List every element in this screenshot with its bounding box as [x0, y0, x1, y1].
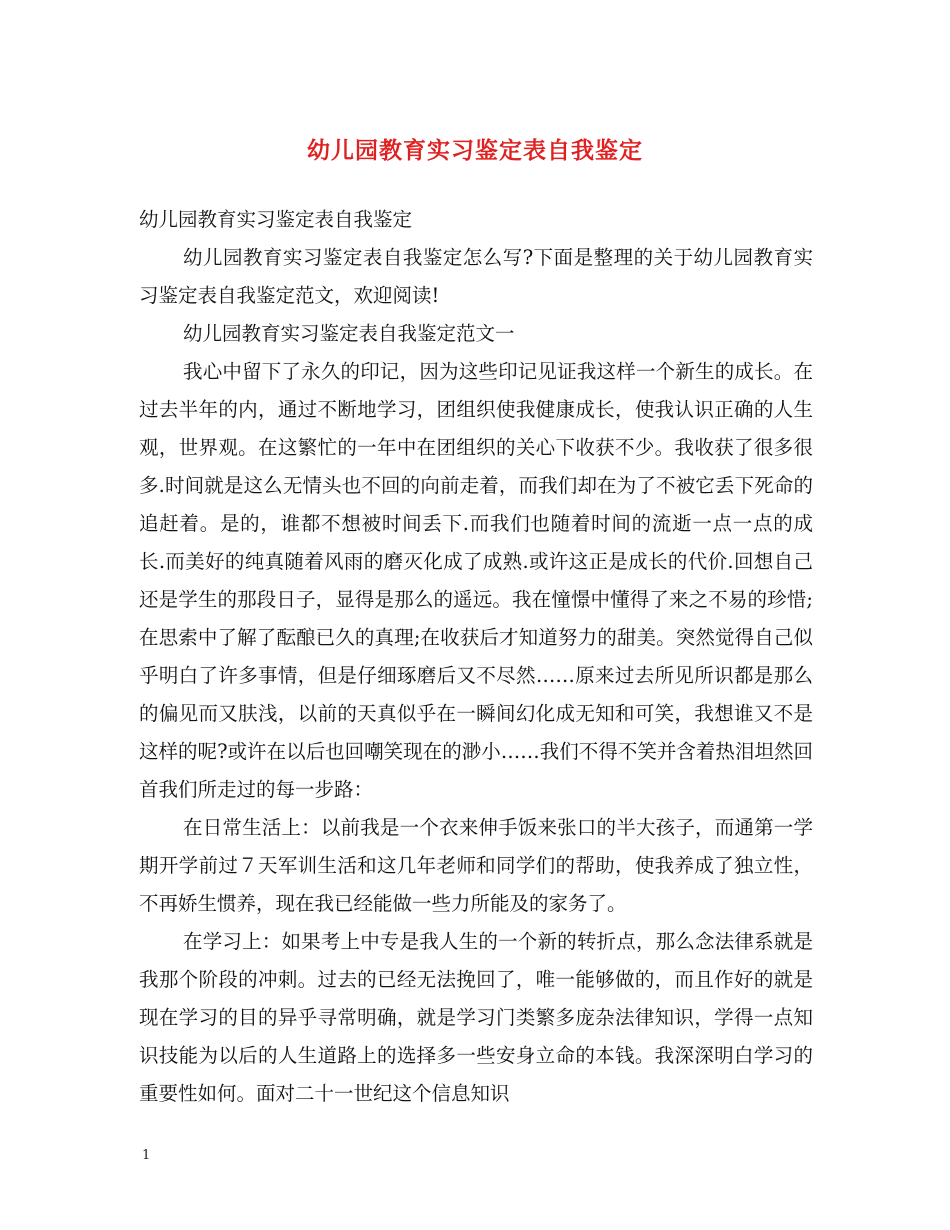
paragraph: 我心中留下了永久的印记，因为这些印记见证我这样一个新生的成长。在过去半年的内，通过不断地学习，团组织使我健康成长，使我认识正确的人生观，世界观。在这繁忙的一年中在团组织的关心下收获不少。我收获了很多很多.时间就是这么无情头也不回的向前走着，而我们却在为了不被它丢下死命的追赶着。是的，谁都不想被时间丢下.而我们也随着时间的流逝一点一点的成长.而美好的纯真随着风雨的磨灭化成了成熟.或许这正是成长的代价.回想自己还是学生的那段日子，显得是那么的遥远。我在憧憬中懂得了来之不易的珍惜;在思索中了解了酝酿已久的真理;在收获后才知道努力的甜美。突然觉得自己似乎明白了许多事情，但是仔细琢磨后又不尽然……原来过去所见所识都是那么的偏见而又肤浅，以前的天真似乎在一瞬间幻化成无知和可笑，我想谁又不是这样的呢?或许在以后也回嘲笑现在的渺小……我们不得不笑并含着热泪坦然回首我们所走过的每一步路： [139, 360, 813, 801]
paragraph: 幼儿园教育实习鉴定表自我鉴定怎么写?下面是整理的关于幼儿园教育实习鉴定表自我鉴定范文，欢迎阅读! [139, 246, 813, 307]
document-title: 幼儿园教育实习鉴定表自我鉴定 [307, 137, 643, 164]
page-number: 1 [142, 1148, 151, 1163]
paragraph: 幼儿园教育实习鉴定表自我鉴定范文一 [183, 322, 515, 345]
paragraph: 在日常生活上：以前我是一个衣来伸手饭来张口的半大孩子，而通第一学期开学前过７天军训生活和这几年老师和同学们的帮助，使我养成了独立性，不再娇生惯养，现在我已经能做一些力所能及的家务了。 [139, 816, 813, 915]
document-body [139, 201, 813, 1113]
paragraph: 在学习上：如果考上中专是我人生的一个新的转折点，那么念法律系就是我那个阶段的冲刺。过去的已经无法挽回了，唯一能够做的，而且作好的就是现在学习的目的异乎寻常明确，就是学习门类繁多庞杂法律知识，学得一点知识技能为以后的人生道路上的选择多一些安身立命的本钱。我深深明白学习的重要性如何。面对二十一世纪这个信息知识 [139, 930, 813, 1105]
paragraph: 幼儿园教育实习鉴定表自我鉴定 [139, 208, 413, 231]
